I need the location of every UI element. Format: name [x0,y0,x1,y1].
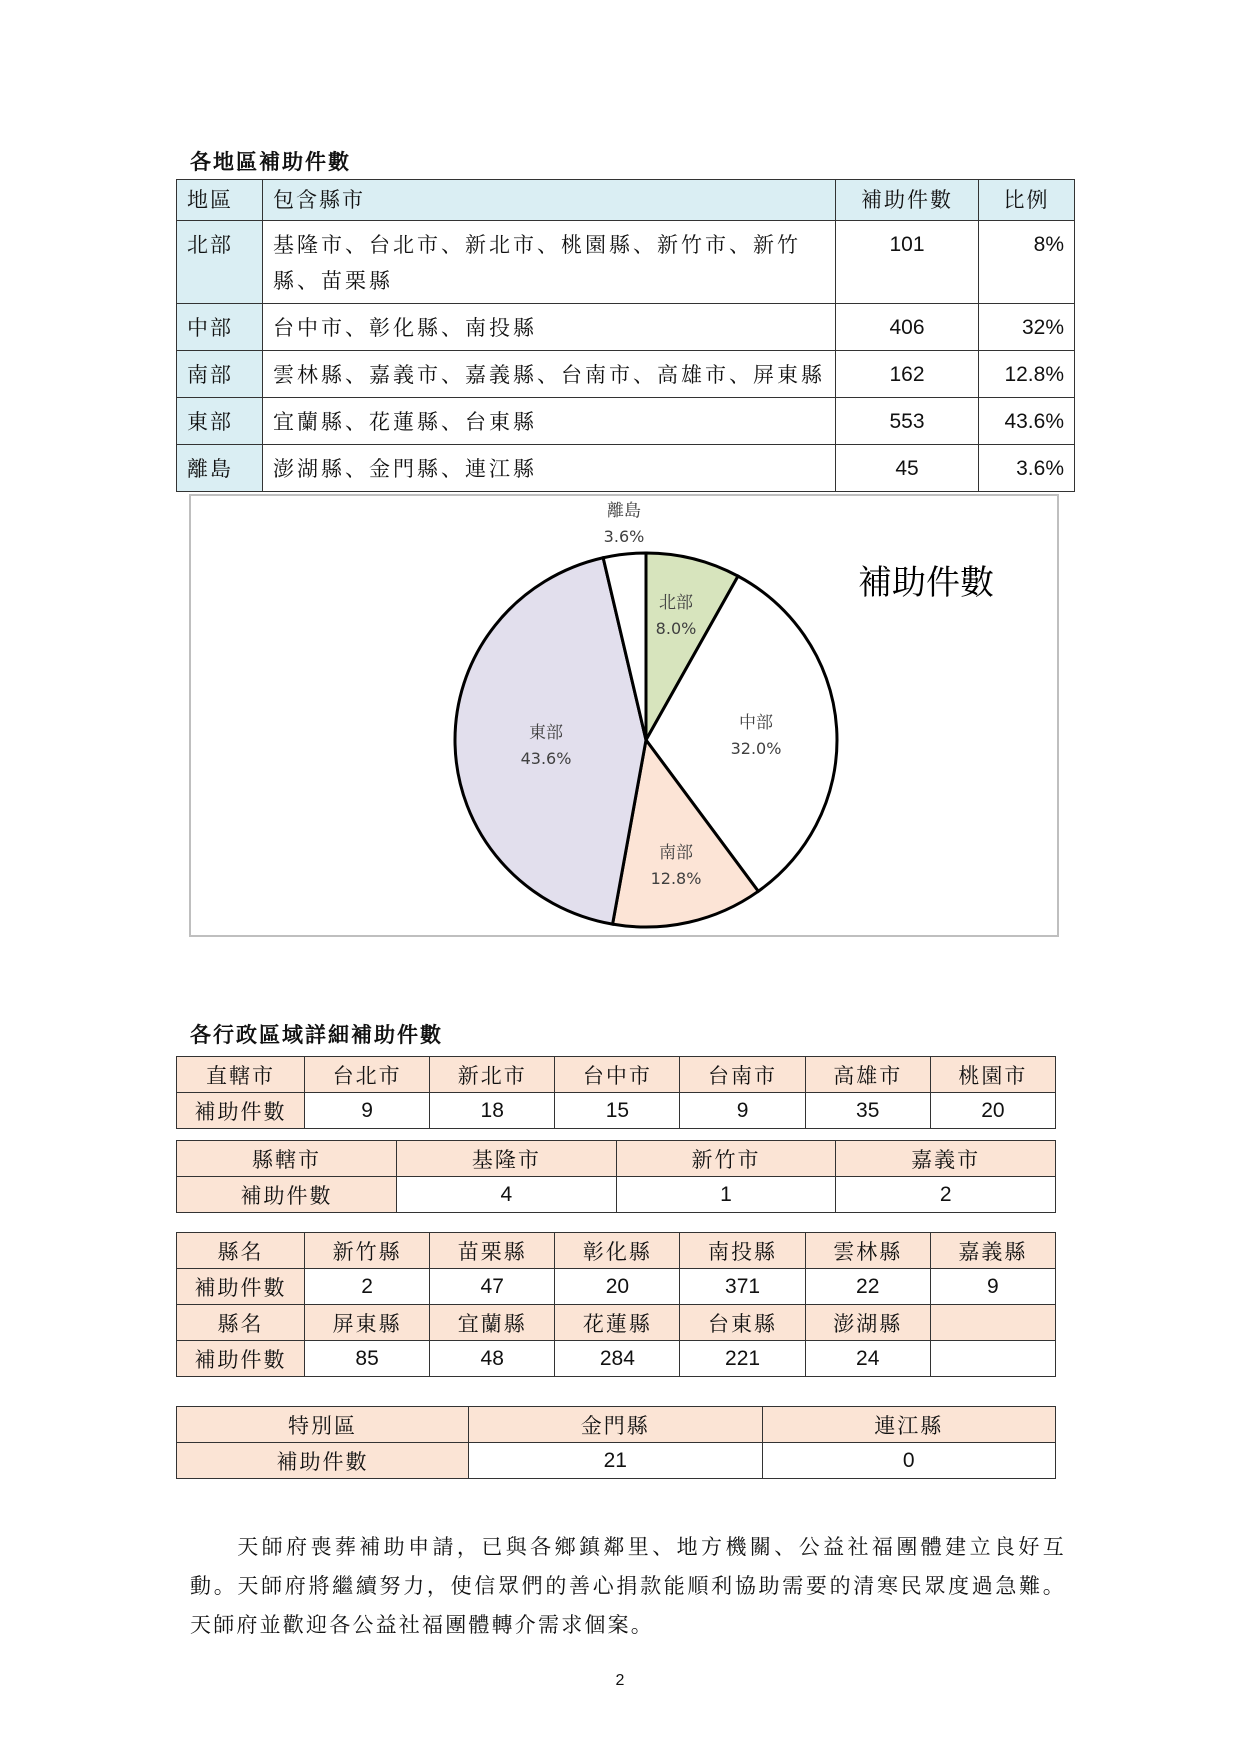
region-name: 離島 [177,445,263,492]
chart-title: 補助件數 [858,563,994,603]
special-area-name: 金門縣 [469,1407,763,1443]
provincial-city-header: 縣轄市 [177,1141,397,1177]
provincial-city-name: 新竹市 [616,1141,836,1177]
county-header: 縣名 [177,1305,305,1341]
table-row [177,1407,1056,1443]
region-count: 406 [836,304,979,351]
table-row [177,445,1075,492]
table-row [177,1141,1056,1177]
region-ratio: 8% [979,221,1075,304]
table-row [177,221,1075,304]
region-ratio: 3.6% [979,445,1075,492]
municipality-table [176,1056,1056,1129]
region-name: 南部 [177,351,263,398]
slice-category-label: 北部 [659,593,693,613]
county-count: 20 [555,1269,680,1305]
slice-category-label: 東部 [529,723,563,743]
count-label: 補助件數 [177,1341,305,1377]
county-count: 47 [430,1269,555,1305]
region-ratio: 43.6% [979,398,1075,445]
region-cities: 基隆市、台北市、新北市、桃園縣、新竹市、新竹縣、苗栗縣 [263,221,836,304]
municipality-name: 新北市 [430,1057,555,1093]
header-count: 補助件數 [836,180,979,221]
region-count: 162 [836,351,979,398]
region-table-header [177,180,1075,221]
count-label: 補助件數 [177,1443,469,1479]
slice-value-label: 8.0% [655,619,697,638]
pie-chart [191,496,1057,935]
county-count: 85 [305,1341,430,1377]
special-area-name: 連江縣 [762,1407,1056,1443]
county-count: 24 [805,1341,930,1377]
region-cities: 宜蘭縣、花蓮縣、台東縣 [263,398,836,445]
region-name: 東部 [177,398,263,445]
table-row [177,1233,1056,1269]
municipality-name: 高雄市 [805,1057,930,1093]
county-count: 22 [805,1269,930,1305]
slice-value-label: 3.6% [603,527,645,546]
county-name: 嘉義縣 [930,1233,1055,1269]
table-row [177,351,1075,398]
provincial-city-count: 2 [836,1177,1056,1213]
header-region: 地區 [177,180,263,221]
county-name: 雲林縣 [805,1233,930,1269]
county-name: 花蓮縣 [555,1305,680,1341]
provincial-city-count: 1 [616,1177,836,1213]
region-ratio: 12.8% [979,351,1075,398]
county-count [930,1341,1055,1377]
region-count: 45 [836,445,979,492]
provincial-city-name: 嘉義市 [836,1141,1056,1177]
region-cities: 雲林縣、嘉義市、嘉義縣、台南市、高雄市、屏東縣 [263,351,836,398]
table-row [177,304,1075,351]
county-count: 48 [430,1341,555,1377]
region-count: 553 [836,398,979,445]
county-name: 澎湖縣 [805,1305,930,1341]
county-count: 371 [680,1269,805,1305]
detail-section-title: 各行政區域詳細補助件數 [190,1022,443,1047]
table-row [177,1093,1056,1129]
header-cities: 包含縣市 [263,180,836,221]
county-name: 屏東縣 [305,1305,430,1341]
table-row [177,1341,1056,1377]
pie-chart-frame [189,494,1059,937]
municipality-name: 台中市 [555,1057,680,1093]
county-count: 221 [680,1341,805,1377]
slice-category-label: 離島 [607,501,641,521]
table-row [177,1269,1056,1305]
slice-category-label: 南部 [659,843,693,863]
table-row [177,398,1075,445]
municipality-count: 18 [430,1093,555,1129]
region-cities: 澎湖縣、金門縣、連江縣 [263,445,836,492]
region-name: 中部 [177,304,263,351]
closing-text: 天師府喪葬補助申請，已與各鄉鎮鄰里、地方機關、公益社福團體建立良好互動。天師府將繼續努力，使信眾們的善心捐款能順利協助需要的清寒民眾度過急難。天師府並歡迎各公益社福團體轉介需求個案。 [190,1535,1066,1637]
county-header: 縣名 [177,1233,305,1269]
county-name: 台東縣 [680,1305,805,1341]
county-name: 苗栗縣 [430,1233,555,1269]
county-name: 宜蘭縣 [430,1305,555,1341]
county-name: 新竹縣 [305,1233,430,1269]
table-row [177,1177,1056,1213]
slice-value-label: 43.6% [520,749,572,768]
county-name: 彰化縣 [555,1233,680,1269]
region-count: 101 [836,221,979,304]
count-label: 補助件數 [177,1093,305,1129]
county-name [930,1305,1055,1341]
header-ratio: 比例 [979,180,1075,221]
special-area-count: 0 [762,1443,1056,1479]
count-label: 補助件數 [177,1177,397,1213]
county-table [176,1232,1056,1377]
count-label: 補助件數 [177,1269,305,1305]
municipality-header: 直轄市 [177,1057,305,1093]
municipality-name: 台南市 [680,1057,805,1093]
region-table [176,179,1075,492]
page-number: 2 [615,1672,625,1689]
special-area-header: 特別區 [177,1407,469,1443]
county-count: 284 [555,1341,680,1377]
provincial-city-count: 4 [397,1177,617,1213]
municipality-count: 35 [805,1093,930,1129]
county-name: 南投縣 [680,1233,805,1269]
provincial-city-name: 基隆市 [397,1141,617,1177]
table-row [177,1305,1056,1341]
municipality-name: 桃園市 [930,1057,1055,1093]
provincial-city-table [176,1140,1056,1213]
municipality-count: 20 [930,1093,1055,1129]
special-area-table [176,1406,1056,1479]
region-cities: 台中市、彰化縣、南投縣 [263,304,836,351]
municipality-name: 台北市 [305,1057,430,1093]
table-row [177,1057,1056,1093]
region-section-title: 各地區補助件數 [190,149,351,174]
table-row [177,1443,1056,1479]
region-ratio: 32% [979,304,1075,351]
special-area-count: 21 [469,1443,763,1479]
region-name: 北部 [177,221,263,304]
municipality-count: 15 [555,1093,680,1129]
closing-paragraph [190,1528,1066,1645]
county-count: 2 [305,1269,430,1305]
county-count: 9 [930,1269,1055,1305]
municipality-count: 9 [680,1093,805,1129]
slice-value-label: 32.0% [730,739,782,758]
municipality-count: 9 [305,1093,430,1129]
slice-value-label: 12.8% [650,869,702,888]
slice-category-label: 中部 [739,713,773,733]
